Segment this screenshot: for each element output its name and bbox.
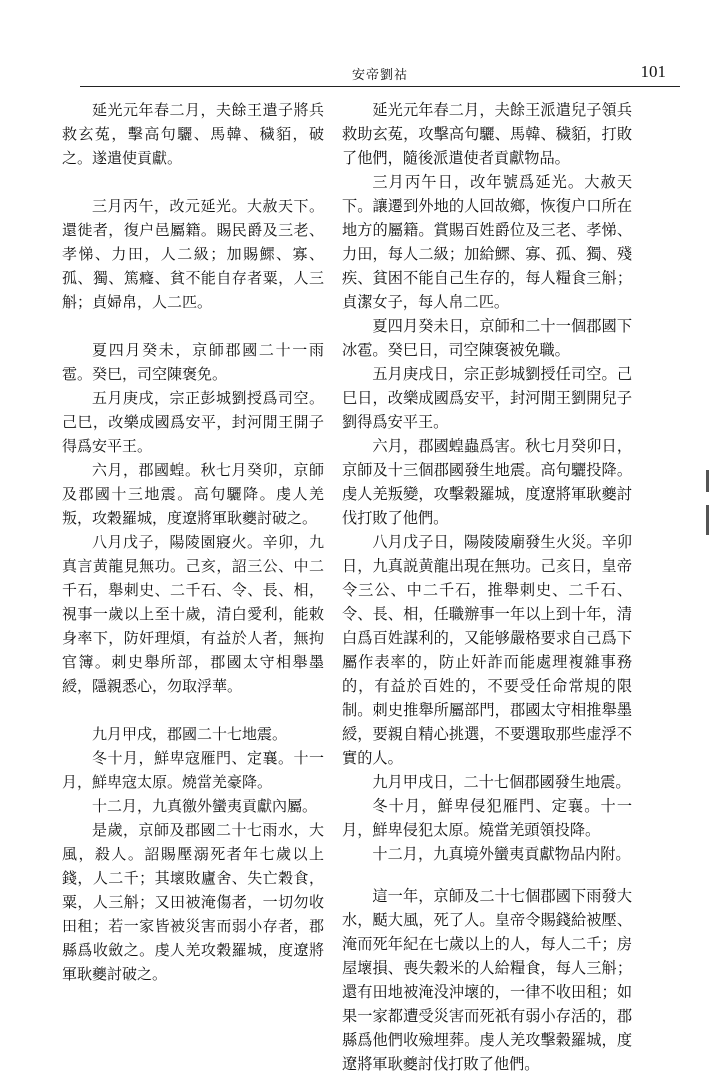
- header-rule: [80, 86, 680, 87]
- classical-paragraph: 六月，郡國蝗。秋七月癸卯，京師及郡國十三地震。高句驪降。虔人羌叛，攻穀羅城，度遼將軍耿夔討破之。: [62, 461, 324, 527]
- translation-column: [342, 98, 632, 1076]
- classical-paragraph: 九月甲戌，郡國二十七地震。: [92, 725, 288, 743]
- translation-paragraph: 八月戊子日，陽陵陵廟發生火災。辛卯日，九真説黄龍出現在無功。己亥日，皇帝令三公、中二千石，推舉刺史、二千石、令、長、相，任職辦事一年以上到十年，清白爲百姓謀利的，又能够嚴格要求自己爲下屬作表率的，防止奸詐而能處理複雜事務的，有益於百姓的，不要受任命常規的限制。刺史推舉所屬部門，郡國太守相推舉墨綬，要親自精心挑選，不要選取那些虚浮不實的人。: [342, 533, 632, 767]
- scan-edge-mark: [706, 470, 709, 492]
- translation-paragraph: 夏四月癸未日，京師和二十一個郡國下冰雹。癸巳日，司空陳褒被免職。: [342, 317, 632, 359]
- running-title: 安帝劉祜: [351, 68, 408, 83]
- translation-paragraph: 這一年，京師及二十七個郡國下雨發大水，颳大風，死了人。皇帝令賜錢給被壓、淹而死年紀在七歲以上的人，每人二千；房屋壞損、喪失穀米的人給糧食，每人三斛；還有田地被淹没沖壞的，一律不收田租；如果一家都遭受災害而死祇有弱小存活的，郡縣爲他們收殮埋葬。虔人羌攻擊穀羅城，度遼將軍耿夔討伐打敗了他們。: [342, 887, 632, 1073]
- classical-paragraph: 冬十月，鮮卑寇雁門、定襄。十一月，鮮卑寇太原。燒當羌豪降。: [62, 749, 324, 791]
- classical-paragraph: 夏四月癸未，京師郡國二十一雨雹。癸巳，司空陳褒免。: [62, 341, 324, 383]
- translation-paragraph: 五月庚戌日，宗正彭城劉授任司空。己巳日，改樂成國爲安平，封河閒王劉開兒子劉得爲安平王。: [342, 365, 632, 431]
- translation-paragraph: 三月丙午日，改年號爲延光。大赦天下。讓遷到外地的人回故鄉，恢復户口所在地方的屬籍。賞賜百姓爵位及三老、孝悌、力田，每人二級；加給鰥、寡、孤、獨、殘疾、貧困不能自己生存的，每人糧食三斛；貞潔女子，每人帛二匹。: [342, 173, 632, 311]
- classical-paragraph: 八月戊子，陽陵園寢火。辛卯，九真言黄龍見無功。己亥，詔三公、中二千石，舉刺史、二千石、令、長、相，視事一歲以上至十歲，清白愛利，能敕身率下，防奸理煩，有益於人者，無拘官簿。刺史舉所部，郡國太守相舉墨綬，隱親悉心，勿取浮華。: [62, 533, 324, 695]
- classical-paragraph: 十二月，九真徼外蠻夷貢獻內屬。: [92, 797, 318, 815]
- classical-text-column: [62, 98, 324, 986]
- classical-paragraph: 五月庚戌，宗正彭城劉授爲司空。己巳，改樂成國爲安平，封河閒王開子得爲安平王。: [62, 389, 324, 455]
- classical-paragraph: 延光元年春二月，夫餘王遣子將兵救玄菟，擊高句驪、馬韓、穢貊，破之。遂遣使貢獻。: [62, 101, 324, 167]
- translation-paragraph: 九月甲戌日，二十七個郡國發生地震。: [372, 773, 631, 791]
- translation-paragraph: 延光元年春二月，夫餘王派遣兒子領兵救助玄菟，攻擊高句驪、馬韓、穢貊，打敗了他們，隨後派遣使者貢獻物品。: [342, 101, 632, 167]
- translation-paragraph: 冬十月，鮮卑侵犯雁門、定襄。十一月，鮮卑侵犯太原。燒當羌頭領投降。: [342, 797, 632, 839]
- classical-paragraph: 是歲，京師及郡國二十七雨水，大風，殺人。詔賜壓溺死者年七歲以上錢，人二千；其壞敗廬舍、失亡穀食，粟，人三斛；又田被淹傷者，一切勿收田租；若一家皆被災害而弱小存者，郡縣爲收斂之。虔人羌攻穀羅城，度遼將軍耿夔討破之。: [62, 821, 324, 983]
- scan-edge-mark: [706, 505, 709, 535]
- translation-paragraph: 六月，郡國蝗蟲爲害。秋七月癸卯日，京師及十三個郡國發生地震。高句驪投降。虔人羌叛變，攻擊穀羅城，度遼將軍耿夔討伐打敗了他們。: [342, 437, 632, 527]
- translation-paragraph: 十二月，九真境外蠻夷貢獻物品内附。: [372, 845, 631, 863]
- classical-paragraph: 三月丙午，改元延光。大赦天下。還徙者，復户邑屬籍。賜民爵及三老、孝悌、力田，人二級；加賜鰥、寡、孤、獨、篤癃、貧不能自存者粟，人三斛；貞婦帛，人二匹。: [62, 197, 324, 311]
- page-number: 101: [640, 62, 666, 81]
